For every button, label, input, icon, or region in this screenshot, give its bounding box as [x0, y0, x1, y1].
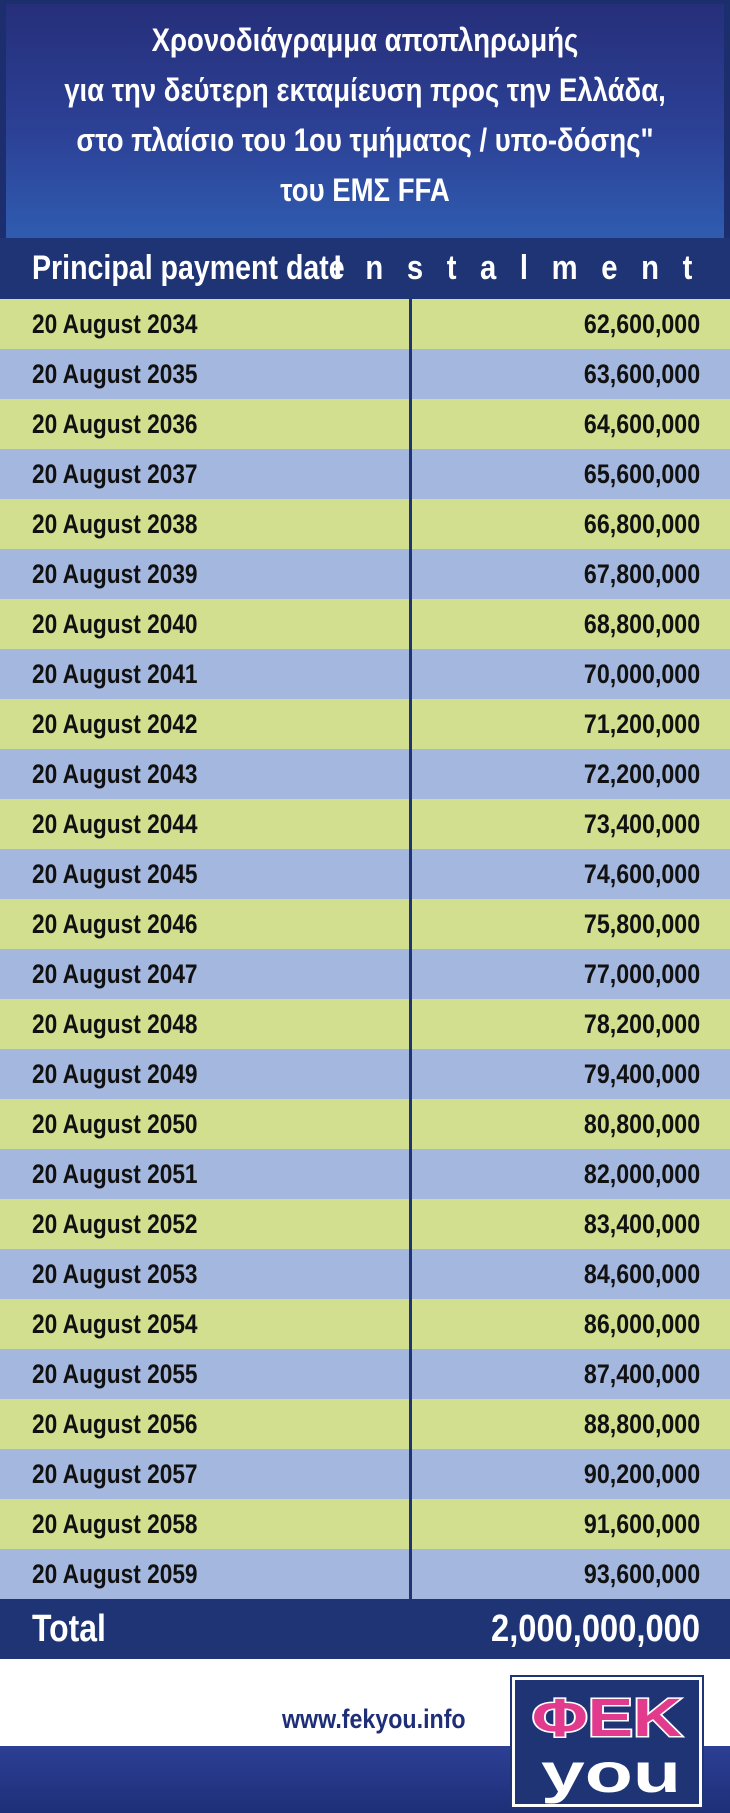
title-line-3: στο πλαίσιο του 1ου τμήματος / υπο-δόσης"	[76, 122, 654, 158]
payment-date-cell: 20 August 2056	[32, 1409, 198, 1439]
table-row	[0, 1249, 730, 1299]
footer	[0, 1659, 730, 1813]
instalment-cell: 63,600,000	[583, 359, 700, 389]
instalment-cell: 90,200,000	[583, 1459, 700, 1489]
instalment-cell: 70,000,000	[583, 659, 700, 689]
total-label: Total	[32, 1608, 106, 1650]
logo-bottom-text: you	[541, 1741, 681, 1804]
instalment-cell: 68,800,000	[583, 609, 700, 639]
instalment-cell: 67,800,000	[583, 559, 700, 589]
column-divider	[409, 299, 412, 1599]
instalment-cell: 78,200,000	[583, 1009, 700, 1039]
total-row	[0, 1599, 730, 1659]
payment-date-cell: 20 August 2041	[32, 659, 198, 689]
payment-date-cell: 20 August 2054	[32, 1309, 198, 1339]
instalment-cell: 66,800,000	[583, 509, 700, 539]
instalment-cell: 64,600,000	[583, 409, 700, 439]
fekyou-logo	[512, 1677, 702, 1807]
instalment-cell: 73,400,000	[583, 809, 700, 839]
instalment-cell: 65,600,000	[583, 459, 700, 489]
table-row	[0, 349, 730, 399]
total-value: 2,000,000,000	[491, 1608, 700, 1650]
title-line-2: για την δεύτερη εκταμίευση προς την Ελλάδα,	[64, 72, 666, 108]
title-banner	[0, 0, 730, 238]
table-row	[0, 1149, 730, 1199]
table-row	[0, 1049, 730, 1099]
payment-date-cell: 20 August 2043	[32, 759, 198, 789]
fekyou-logo-icon	[515, 1680, 699, 1804]
table-row	[0, 1199, 730, 1249]
payment-date-cell: 20 August 2049	[32, 1059, 198, 1089]
table-row	[0, 749, 730, 799]
payment-date-cell: 20 August 2057	[32, 1459, 198, 1489]
table-row	[0, 849, 730, 899]
instalment-cell: 91,600,000	[583, 1509, 700, 1539]
table-row	[0, 399, 730, 449]
table-row	[0, 799, 730, 849]
payment-date-cell: 20 August 2053	[32, 1259, 198, 1289]
instalment-cell: 74,600,000	[583, 859, 700, 889]
instalment-cell: 77,000,000	[583, 959, 700, 989]
table-row	[0, 999, 730, 1049]
payment-date-cell: 20 August 2052	[32, 1209, 198, 1239]
header-instalment: I n s t a l m e n t	[333, 249, 700, 287]
payment-date-cell: 20 August 2047	[32, 959, 198, 989]
table-row	[0, 1349, 730, 1399]
title-line-4: του ΕΜΣ FFA	[280, 172, 450, 208]
table-row	[0, 1399, 730, 1449]
title-line-1: Χρονοδιάγραμμα αποπληρωμής	[151, 22, 579, 58]
instalment-cell: 79,400,000	[583, 1059, 700, 1089]
table-row	[0, 599, 730, 649]
instalment-cell: 72,200,000	[583, 759, 700, 789]
table-row	[0, 299, 730, 349]
payment-date-cell: 20 August 2045	[32, 859, 198, 889]
instalment-cell: 83,400,000	[583, 1209, 700, 1239]
table-row	[0, 499, 730, 549]
payment-date-cell: 20 August 2034	[32, 309, 198, 339]
table-row	[0, 649, 730, 699]
instalment-cell: 93,600,000	[583, 1559, 700, 1589]
table-row	[0, 1549, 730, 1599]
payment-date-cell: 20 August 2048	[32, 1009, 198, 1039]
table-row	[0, 949, 730, 999]
table-row	[0, 1499, 730, 1549]
table-row	[0, 699, 730, 749]
instalment-cell: 80,800,000	[583, 1109, 700, 1139]
payment-date-cell: 20 August 2039	[32, 559, 198, 589]
table-row	[0, 1099, 730, 1149]
instalment-cell: 88,800,000	[583, 1409, 700, 1439]
payment-date-cell: 20 August 2050	[32, 1109, 198, 1139]
table-header	[0, 238, 730, 299]
instalment-cell: 84,600,000	[583, 1259, 700, 1289]
payment-date-cell: 20 August 2046	[32, 909, 198, 939]
logo-top-text: ΦΕΚ	[532, 1688, 682, 1748]
table-row	[0, 1299, 730, 1349]
table-row	[0, 549, 730, 599]
instalment-cell: 75,800,000	[583, 909, 700, 939]
table-row	[0, 449, 730, 499]
payment-date-cell: 20 August 2036	[32, 409, 198, 439]
payment-date-cell: 20 August 2051	[32, 1159, 198, 1189]
payment-date-cell: 20 August 2044	[32, 809, 198, 839]
instalment-cell: 87,400,000	[583, 1359, 700, 1389]
payment-date-cell: 20 August 2055	[32, 1359, 198, 1389]
payment-date-cell: 20 August 2040	[32, 609, 198, 639]
table-row	[0, 1449, 730, 1499]
header-date: Principal payment date	[32, 249, 345, 287]
instalment-cell: 62,600,000	[583, 309, 700, 339]
payment-date-cell: 20 August 2058	[32, 1509, 198, 1539]
payment-date-cell: 20 August 2038	[32, 509, 198, 539]
payment-date-cell: 20 August 2059	[32, 1559, 198, 1589]
instalment-cell: 82,000,000	[583, 1159, 700, 1189]
instalment-cell: 71,200,000	[583, 709, 700, 739]
payment-date-cell: 20 August 2035	[32, 359, 198, 389]
instalment-cell: 86,000,000	[583, 1309, 700, 1339]
payment-date-cell: 20 August 2037	[32, 459, 198, 489]
table-row	[0, 899, 730, 949]
payment-date-cell: 20 August 2042	[32, 709, 198, 739]
website-link[interactable]: www.fekyou.info	[282, 1704, 466, 1734]
